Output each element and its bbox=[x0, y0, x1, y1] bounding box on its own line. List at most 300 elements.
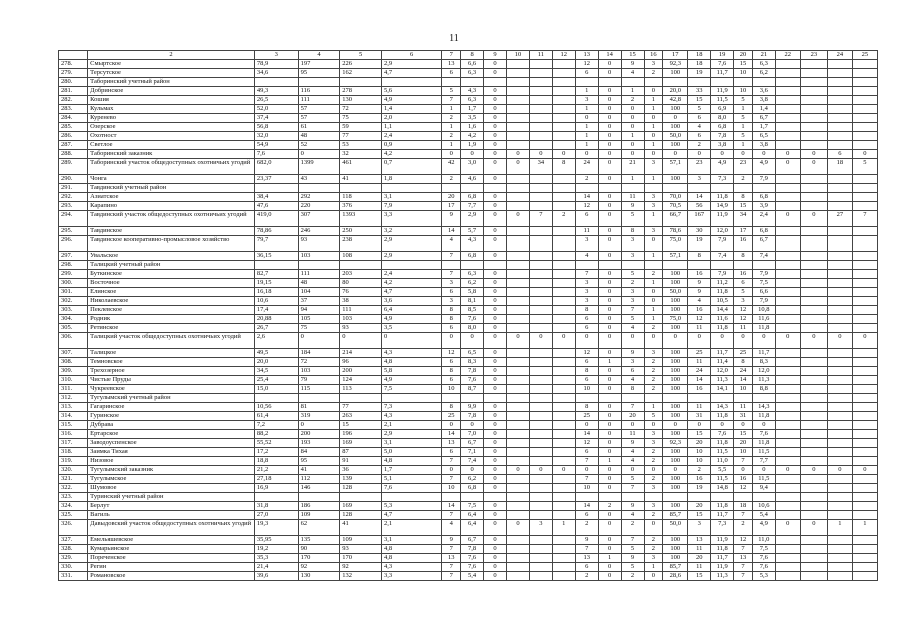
value-cell: 2,9 bbox=[381, 60, 441, 69]
value-cell: 3 bbox=[621, 252, 644, 261]
value-cell bbox=[827, 227, 852, 236]
page-number: 11 bbox=[449, 33, 459, 44]
value-cell: 0 bbox=[598, 227, 621, 236]
value-cell: 7,6 bbox=[461, 315, 484, 324]
value-cell bbox=[775, 297, 800, 306]
value-cell: 0 bbox=[800, 520, 827, 536]
value-cell bbox=[827, 132, 852, 141]
value-cell: 7 bbox=[442, 457, 461, 466]
value-cell: 3 bbox=[621, 288, 644, 297]
value-cell: 4 bbox=[621, 69, 644, 78]
value-cell: 100 bbox=[663, 270, 688, 279]
value-cell bbox=[775, 545, 800, 554]
value-cell: 0 bbox=[484, 554, 507, 563]
value-cell: 26,7 bbox=[254, 324, 298, 333]
value-cell: 0 bbox=[598, 105, 621, 114]
value-cell: 226 bbox=[340, 60, 382, 69]
table-row bbox=[59, 448, 878, 457]
value-cell bbox=[506, 78, 529, 87]
value-cell: 75 bbox=[298, 324, 340, 333]
value-cell bbox=[852, 306, 877, 315]
header-cell: 8 bbox=[461, 51, 484, 60]
value-cell: 2 bbox=[621, 96, 644, 105]
value-cell: 0 bbox=[621, 466, 644, 475]
header-cell: 5 bbox=[340, 51, 382, 60]
value-cell: 100 bbox=[663, 324, 688, 333]
value-cell: 7,3 bbox=[381, 403, 441, 412]
row-number-cell: 321. bbox=[59, 475, 88, 484]
table-row bbox=[59, 211, 878, 227]
row-number-cell: 289. bbox=[59, 159, 88, 175]
value-cell: 0 bbox=[552, 333, 575, 349]
value-cell: 3,8 bbox=[711, 141, 734, 150]
value-cell: 0 bbox=[598, 175, 621, 184]
value-cell bbox=[775, 175, 800, 184]
value-cell bbox=[461, 78, 484, 87]
value-cell bbox=[775, 367, 800, 376]
row-number-cell: 306. bbox=[59, 333, 88, 349]
value-cell: 4 bbox=[621, 511, 644, 520]
row-number-cell: 278. bbox=[59, 60, 88, 69]
value-cell: 7,8 bbox=[711, 132, 734, 141]
header-cell: 14 bbox=[598, 51, 621, 60]
value-cell: 0 bbox=[575, 466, 598, 475]
value-cell: 4,8 bbox=[381, 358, 441, 367]
value-cell bbox=[800, 141, 827, 150]
value-cell bbox=[552, 457, 575, 466]
value-cell: 278 bbox=[340, 87, 382, 96]
value-cell bbox=[442, 493, 461, 502]
value-cell bbox=[827, 60, 852, 69]
value-cell: 0 bbox=[598, 448, 621, 457]
value-cell: 5 bbox=[621, 211, 644, 227]
value-cell: 7,6 bbox=[254, 150, 298, 159]
value-cell bbox=[506, 457, 529, 466]
value-cell: 48 bbox=[298, 279, 340, 288]
value-cell: 0 bbox=[598, 60, 621, 69]
value-cell: 4,9 bbox=[752, 520, 775, 536]
value-cell: 1 bbox=[644, 105, 663, 114]
value-cell: 7,5 bbox=[461, 502, 484, 511]
value-cell: 2,4 bbox=[752, 211, 775, 227]
area-name-cell: Вагиль bbox=[88, 511, 255, 520]
value-cell: 4,3 bbox=[461, 236, 484, 252]
value-cell: 128 bbox=[340, 484, 382, 493]
value-cell: 0 bbox=[598, 349, 621, 358]
area-name-cell: Восточное bbox=[88, 279, 255, 288]
value-cell bbox=[529, 421, 552, 430]
value-cell bbox=[340, 78, 382, 87]
table-row bbox=[59, 114, 878, 123]
value-cell: 26,5 bbox=[254, 96, 298, 105]
value-cell: 7 bbox=[442, 270, 461, 279]
value-cell: 4,9 bbox=[711, 159, 734, 175]
value-cell: 0 bbox=[598, 475, 621, 484]
value-cell bbox=[852, 430, 877, 439]
value-cell bbox=[575, 261, 598, 270]
value-cell: 0 bbox=[621, 141, 644, 150]
value-cell: 5 bbox=[621, 270, 644, 279]
value-cell bbox=[852, 475, 877, 484]
value-cell: 0 bbox=[484, 105, 507, 114]
value-cell bbox=[752, 261, 775, 270]
value-cell: 3 bbox=[575, 236, 598, 252]
value-cell: 0 bbox=[484, 448, 507, 457]
value-cell bbox=[800, 385, 827, 394]
row-number-cell: 304. bbox=[59, 315, 88, 324]
table-row bbox=[59, 96, 878, 105]
value-cell bbox=[775, 279, 800, 288]
value-cell: 0 bbox=[598, 466, 621, 475]
value-cell: 15 bbox=[734, 202, 753, 211]
value-cell: 6,7 bbox=[461, 439, 484, 448]
value-cell bbox=[663, 184, 688, 193]
value-cell: 4,2 bbox=[381, 150, 441, 159]
value-cell: 1,4 bbox=[752, 105, 775, 114]
value-cell: 0 bbox=[484, 349, 507, 358]
value-cell bbox=[827, 376, 852, 385]
value-cell: 0 bbox=[621, 114, 644, 123]
value-cell: 3 bbox=[644, 193, 663, 202]
value-cell bbox=[800, 457, 827, 466]
value-cell: 197 bbox=[298, 60, 340, 69]
value-cell bbox=[827, 475, 852, 484]
value-cell: 8 bbox=[442, 403, 461, 412]
value-cell bbox=[775, 123, 800, 132]
value-cell: 7,9 bbox=[752, 270, 775, 279]
value-cell: 39,6 bbox=[254, 572, 298, 581]
value-cell: 214 bbox=[340, 349, 382, 358]
value-cell bbox=[552, 288, 575, 297]
value-cell: 12,0 bbox=[711, 367, 734, 376]
value-cell: 3 bbox=[688, 520, 711, 536]
value-cell bbox=[663, 493, 688, 502]
value-cell: 2,1 bbox=[381, 520, 441, 536]
table-row bbox=[59, 123, 878, 132]
value-cell bbox=[621, 394, 644, 403]
value-cell: 34,6 bbox=[254, 69, 298, 78]
value-cell bbox=[852, 358, 877, 367]
value-cell: 100 bbox=[663, 306, 688, 315]
value-cell bbox=[827, 297, 852, 306]
table-row bbox=[59, 184, 878, 193]
value-cell: 0 bbox=[598, 252, 621, 261]
value-cell bbox=[644, 261, 663, 270]
value-cell: 5 bbox=[734, 114, 753, 123]
value-cell bbox=[852, 448, 877, 457]
value-cell: 6 bbox=[688, 114, 711, 123]
value-cell: 0 bbox=[775, 211, 800, 227]
value-cell: 0 bbox=[484, 511, 507, 520]
value-cell: 0 bbox=[529, 466, 552, 475]
value-cell bbox=[800, 78, 827, 87]
area-name-cell: Чонга bbox=[88, 175, 255, 184]
value-cell bbox=[506, 545, 529, 554]
area-name-cell: Светлое bbox=[88, 141, 255, 150]
value-cell: 7 bbox=[852, 211, 877, 227]
value-cell bbox=[852, 193, 877, 202]
value-cell bbox=[506, 563, 529, 572]
value-cell: 0 bbox=[529, 150, 552, 159]
value-cell: 6,7 bbox=[752, 114, 775, 123]
value-cell bbox=[800, 236, 827, 252]
value-cell: 94 bbox=[298, 306, 340, 315]
value-cell: 78,6 bbox=[663, 227, 688, 236]
header-cell: 25 bbox=[852, 51, 877, 60]
value-cell: 0 bbox=[734, 333, 753, 349]
value-cell bbox=[827, 69, 852, 78]
value-cell: 0 bbox=[663, 466, 688, 475]
value-cell bbox=[734, 493, 753, 502]
value-cell: 0 bbox=[575, 421, 598, 430]
value-cell: 10 bbox=[734, 87, 753, 96]
value-cell: 11,5 bbox=[711, 448, 734, 457]
value-cell bbox=[852, 511, 877, 520]
value-cell: 0 bbox=[484, 466, 507, 475]
value-cell bbox=[506, 502, 529, 511]
value-cell: 0 bbox=[598, 141, 621, 150]
value-cell bbox=[800, 421, 827, 430]
value-cell bbox=[752, 184, 775, 193]
value-cell: 5,7 bbox=[461, 227, 484, 236]
value-cell: 1,9 bbox=[461, 141, 484, 150]
area-name-cell: Тавдинское кооперативно-промысловое хозяйство bbox=[88, 236, 255, 252]
value-cell: 0 bbox=[644, 333, 663, 349]
value-cell bbox=[506, 87, 529, 96]
value-cell bbox=[575, 394, 598, 403]
value-cell: 7,7 bbox=[461, 202, 484, 211]
value-cell bbox=[827, 202, 852, 211]
value-cell: 6,4 bbox=[381, 306, 441, 315]
row-number-cell: 323. bbox=[59, 493, 88, 502]
value-cell bbox=[800, 376, 827, 385]
value-cell bbox=[254, 394, 298, 403]
value-cell bbox=[506, 141, 529, 150]
value-cell bbox=[529, 376, 552, 385]
value-cell bbox=[827, 184, 852, 193]
header-cell: 18 bbox=[688, 51, 711, 60]
value-cell: 0 bbox=[598, 202, 621, 211]
value-cell bbox=[461, 394, 484, 403]
value-cell: 11,8 bbox=[752, 412, 775, 421]
value-cell bbox=[552, 385, 575, 394]
value-cell: 139 bbox=[340, 475, 382, 484]
value-cell: 7,6 bbox=[461, 376, 484, 385]
value-cell: 32,0 bbox=[254, 132, 298, 141]
value-cell: 3 bbox=[442, 297, 461, 306]
value-cell bbox=[298, 78, 340, 87]
row-number-cell: 284. bbox=[59, 114, 88, 123]
value-cell: 13 bbox=[442, 554, 461, 563]
table-row bbox=[59, 87, 878, 96]
value-cell bbox=[800, 297, 827, 306]
value-cell bbox=[775, 306, 800, 315]
value-cell: 10,5 bbox=[711, 297, 734, 306]
value-cell: 11 bbox=[734, 324, 753, 333]
value-cell: 0 bbox=[484, 211, 507, 227]
value-cell: 8 bbox=[734, 193, 753, 202]
value-cell: 3,0 bbox=[461, 159, 484, 175]
value-cell: 0 bbox=[298, 333, 340, 349]
value-cell bbox=[852, 69, 877, 78]
value-cell: 15 bbox=[688, 511, 711, 520]
value-cell bbox=[506, 105, 529, 114]
value-cell: 2 bbox=[442, 132, 461, 141]
value-cell: 1 bbox=[442, 123, 461, 132]
value-cell bbox=[644, 394, 663, 403]
value-cell bbox=[506, 511, 529, 520]
area-name-cell: Шумовое bbox=[88, 484, 255, 493]
value-cell: 7 bbox=[621, 484, 644, 493]
value-cell bbox=[621, 78, 644, 87]
area-name-cell: Тугулымское bbox=[88, 475, 255, 484]
value-cell: 6,5 bbox=[461, 349, 484, 358]
value-cell: 1 bbox=[734, 141, 753, 150]
value-cell: 7 bbox=[442, 563, 461, 572]
value-cell bbox=[254, 261, 298, 270]
value-cell: 0 bbox=[598, 403, 621, 412]
value-cell: 95 bbox=[298, 69, 340, 78]
value-cell: 11,8 bbox=[711, 193, 734, 202]
value-cell: 27,0 bbox=[254, 511, 298, 520]
value-cell bbox=[340, 184, 382, 193]
value-cell: 11,8 bbox=[752, 324, 775, 333]
table-row bbox=[59, 475, 878, 484]
value-cell: 0 bbox=[598, 306, 621, 315]
value-cell bbox=[800, 69, 827, 78]
area-name-cell: Смыртское bbox=[88, 60, 255, 69]
area-name-cell: Трехозерное bbox=[88, 367, 255, 376]
value-cell bbox=[775, 376, 800, 385]
value-cell bbox=[734, 184, 753, 193]
value-cell: 5,3 bbox=[381, 502, 441, 511]
value-cell: 0 bbox=[484, 236, 507, 252]
value-cell: 1 bbox=[621, 175, 644, 184]
value-cell bbox=[529, 536, 552, 545]
value-cell: 0 bbox=[644, 150, 663, 159]
value-cell: 5,1 bbox=[381, 475, 441, 484]
value-cell: 11,6 bbox=[752, 315, 775, 324]
value-cell bbox=[775, 202, 800, 211]
area-name-cell: Терсутское bbox=[88, 69, 255, 78]
value-cell: 2 bbox=[644, 511, 663, 520]
value-cell bbox=[752, 78, 775, 87]
value-cell: 93 bbox=[340, 324, 382, 333]
value-cell: 1 bbox=[552, 520, 575, 536]
value-cell bbox=[827, 141, 852, 150]
value-cell: 100 bbox=[663, 484, 688, 493]
value-cell: 0 bbox=[484, 297, 507, 306]
value-cell bbox=[506, 376, 529, 385]
value-cell: 6,8 bbox=[461, 484, 484, 493]
value-cell: 2 bbox=[442, 175, 461, 184]
value-cell bbox=[752, 394, 775, 403]
table-row bbox=[59, 466, 878, 475]
value-cell: 8 bbox=[621, 227, 644, 236]
value-cell: 1 bbox=[827, 520, 852, 536]
value-cell: 0 bbox=[598, 211, 621, 227]
value-cell: 135 bbox=[298, 536, 340, 545]
value-cell: 1 bbox=[598, 554, 621, 563]
row-number-cell: 325. bbox=[59, 511, 88, 520]
value-cell: 100 bbox=[663, 554, 688, 563]
area-name-cell: Таборинский заказник bbox=[88, 150, 255, 159]
value-cell: 16 bbox=[688, 306, 711, 315]
value-cell: 20,0 bbox=[663, 87, 688, 96]
value-cell: 0 bbox=[621, 123, 644, 132]
value-cell: 42,8 bbox=[663, 96, 688, 105]
value-cell: 6,6 bbox=[461, 60, 484, 69]
value-cell bbox=[775, 349, 800, 358]
value-cell: 12,0 bbox=[752, 367, 775, 376]
value-cell: 6,3 bbox=[752, 60, 775, 69]
value-cell bbox=[775, 358, 800, 367]
value-cell bbox=[775, 261, 800, 270]
value-cell: 0 bbox=[598, 385, 621, 394]
value-cell: 2 bbox=[621, 279, 644, 288]
value-cell bbox=[800, 270, 827, 279]
row-number-cell: 322. bbox=[59, 484, 88, 493]
value-cell: 92 bbox=[340, 563, 382, 572]
value-cell bbox=[852, 439, 877, 448]
value-cell: 0 bbox=[598, 96, 621, 105]
value-cell: 7,9 bbox=[752, 175, 775, 184]
value-cell: 203 bbox=[340, 270, 382, 279]
value-cell bbox=[775, 193, 800, 202]
value-cell: 8 bbox=[552, 159, 575, 175]
row-number-cell: 282. bbox=[59, 96, 88, 105]
value-cell bbox=[827, 448, 852, 457]
value-cell: 0 bbox=[800, 159, 827, 175]
value-cell bbox=[852, 184, 877, 193]
value-cell: 6 bbox=[575, 211, 598, 227]
value-cell bbox=[852, 403, 877, 412]
value-cell: 14 bbox=[575, 193, 598, 202]
value-cell: 12 bbox=[442, 349, 461, 358]
value-cell: 21,2 bbox=[254, 466, 298, 475]
value-cell: 9 bbox=[442, 536, 461, 545]
value-cell bbox=[688, 493, 711, 502]
value-cell: 88,2 bbox=[254, 430, 298, 439]
value-cell bbox=[852, 288, 877, 297]
value-cell: 5,3 bbox=[752, 572, 775, 581]
value-cell: 7 bbox=[575, 475, 598, 484]
value-cell bbox=[529, 78, 552, 87]
value-cell: 50,0 bbox=[663, 520, 688, 536]
value-cell bbox=[484, 184, 507, 193]
value-cell: 0 bbox=[575, 150, 598, 159]
value-cell: 111 bbox=[340, 306, 382, 315]
value-cell: 10,56 bbox=[254, 403, 298, 412]
value-cell: 5 bbox=[621, 563, 644, 572]
value-cell: 7 bbox=[734, 457, 753, 466]
value-cell: 4,9 bbox=[381, 376, 441, 385]
value-cell: 72 bbox=[298, 358, 340, 367]
value-cell bbox=[529, 430, 552, 439]
value-cell bbox=[852, 175, 877, 184]
value-cell: 4 bbox=[621, 324, 644, 333]
value-cell: 0 bbox=[711, 150, 734, 159]
table-row bbox=[59, 367, 878, 376]
value-cell: 7 bbox=[621, 306, 644, 315]
value-cell: 1 bbox=[442, 105, 461, 114]
value-cell: 2 bbox=[621, 572, 644, 581]
value-cell: 17 bbox=[442, 202, 461, 211]
value-cell bbox=[529, 572, 552, 581]
value-cell: 2 bbox=[644, 270, 663, 279]
value-cell: 17 bbox=[734, 227, 753, 236]
value-cell: 2,4 bbox=[381, 270, 441, 279]
